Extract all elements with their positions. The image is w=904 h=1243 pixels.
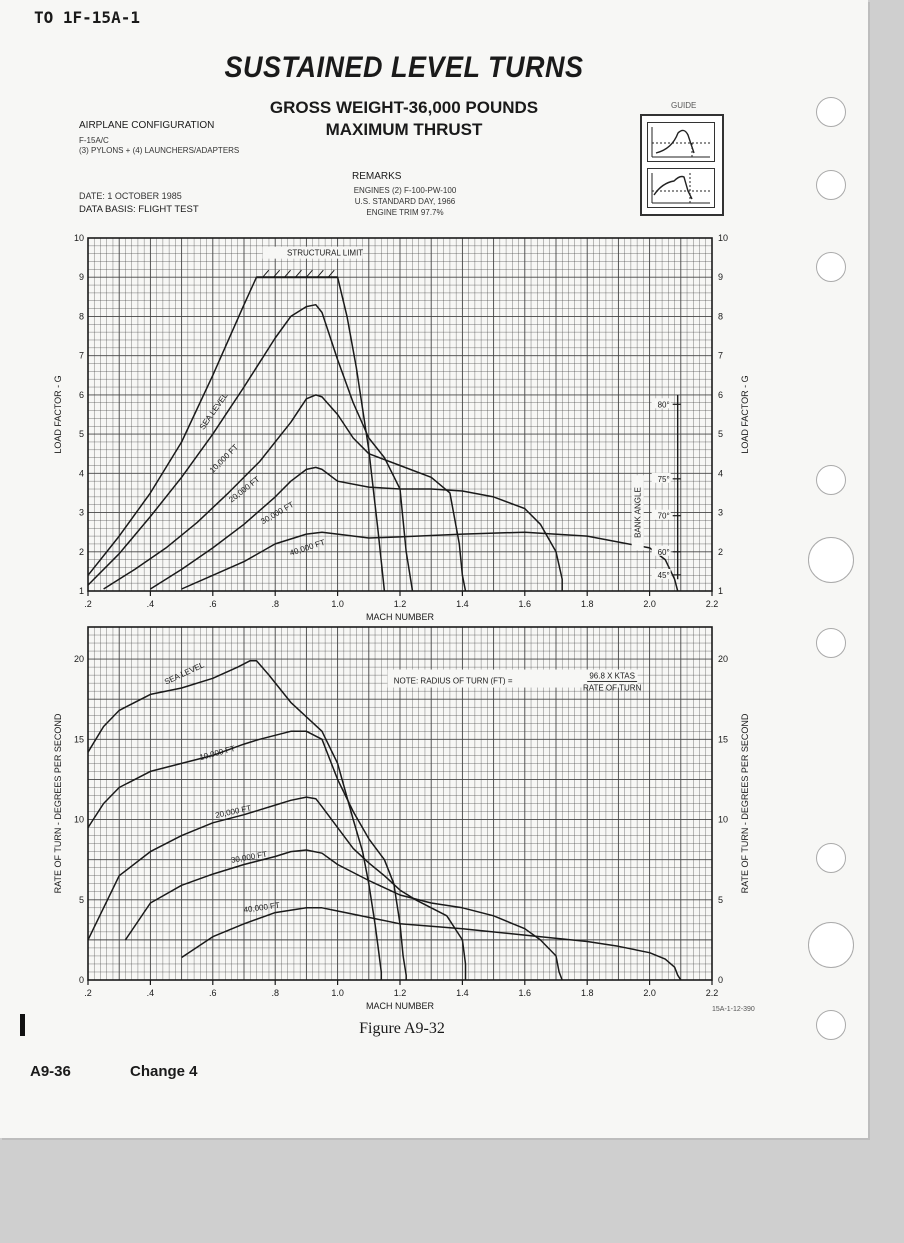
y-tick-label-right: 8 xyxy=(718,311,724,322)
x-tick-label: .6 xyxy=(209,988,217,998)
binder-hole xyxy=(816,843,846,873)
configuration-heading: AIRPLANE CONFIGURATION xyxy=(79,120,215,131)
x-tick-label: 1.0 xyxy=(331,599,344,609)
y-tick-label: 15 xyxy=(73,734,84,745)
series-line xyxy=(88,797,466,980)
series-label: 30,000 FT xyxy=(259,500,296,527)
y-tick-label: 2 xyxy=(78,546,84,557)
y-tick-label-right: 10 xyxy=(718,814,729,825)
remarks-line-3: ENGINE TRIM 97.7% xyxy=(366,208,444,217)
document-id: TO 1F-15A-1 xyxy=(34,8,140,27)
bank-angle-title: BANK ANGLE xyxy=(633,487,643,538)
binder-hole xyxy=(816,1010,846,1040)
y-axis-label: LOAD FACTOR - G xyxy=(53,375,63,454)
data-basis-text: DATA BASIS: FLIGHT TEST xyxy=(79,204,199,215)
x-tick-label: .8 xyxy=(271,988,279,998)
y-axis-label-right: LOAD FACTOR - G xyxy=(740,375,750,454)
y-tick-label: 20 xyxy=(73,654,84,665)
figure-number: 15A-1-12-390 xyxy=(712,1006,755,1013)
y-tick-label-right: 1 xyxy=(718,586,724,596)
x-tick-label: .6 xyxy=(209,599,217,609)
y-tick-label: 10 xyxy=(73,814,84,825)
binder-hole xyxy=(808,537,854,583)
y-tick-label: 4 xyxy=(78,468,84,479)
structural-limit-label: STRUCTURAL LIMIT xyxy=(287,248,364,258)
y-axis-label: RATE OF TURN - DEGREES PER SECOND xyxy=(53,713,63,894)
x-tick-label: 1.4 xyxy=(456,988,469,998)
y-tick-label: 1 xyxy=(78,586,84,596)
x-tick-label: .4 xyxy=(146,988,155,998)
page-number: A9-36 xyxy=(30,1063,71,1080)
y-tick-label-right: 6 xyxy=(718,389,724,400)
y-tick-label-right: 5 xyxy=(718,429,724,440)
series-label: 20,000 FT xyxy=(214,803,253,820)
y-tick-label-right: 15 xyxy=(718,734,729,745)
y-tick-label-right: 4 xyxy=(718,468,724,479)
subtitle-line-1: GROSS WEIGHT-36,000 POUNDS xyxy=(269,98,539,117)
series-label: 10,000 FT xyxy=(198,743,237,763)
y-tick-label-right: 9 xyxy=(718,272,724,283)
x-tick-label: .8 xyxy=(271,599,279,609)
remarks-line-2: U.S. STANDARD DAY, 1966 xyxy=(354,197,456,206)
note-text: NOTE: RADIUS OF TURN (FT) = xyxy=(393,676,513,686)
x-tick-label: 1.6 xyxy=(518,988,532,998)
bank-angle-value: 70° xyxy=(657,511,670,521)
note-denominator: RATE OF TURN xyxy=(582,683,642,693)
bank-angle-value: 60° xyxy=(657,547,670,557)
series-label: 40,000 FT xyxy=(243,900,281,915)
remarks-heading: REMARKS xyxy=(352,171,402,182)
y-axis-label-right: RATE OF TURN - DEGREES PER SECOND xyxy=(740,713,750,894)
guide-label: GUIDE xyxy=(671,101,697,110)
figure-caption: Figure A9-32 xyxy=(359,1020,445,1037)
x-tick-label: .2 xyxy=(84,988,92,998)
series-label: 20,000 FT xyxy=(227,474,262,505)
x-tick-label: 1.8 xyxy=(580,988,594,998)
remarks-line-1: ENGINES (2) F-100-PW-100 xyxy=(353,186,457,195)
x-axis-label: MACH NUMBER xyxy=(365,612,435,622)
bank-angle-value: 75° xyxy=(657,474,670,484)
chart-title: SUSTAINED LEVEL TURNS xyxy=(224,50,584,84)
y-tick-label-right: 20 xyxy=(718,654,729,665)
x-tick-label: 2.0 xyxy=(643,599,656,609)
series-label: 10,000 FT xyxy=(207,442,241,475)
y-tick-label: 3 xyxy=(78,507,84,518)
y-tick-label: 7 xyxy=(78,350,84,361)
x-tick-label: 1.8 xyxy=(580,599,594,609)
x-tick-label: 1.0 xyxy=(331,988,344,998)
series-label: SEA LEVEL xyxy=(197,391,230,432)
x-tick-label: 1.2 xyxy=(393,988,407,998)
subtitle-line-2: MAXIMUM THRUST xyxy=(325,120,483,139)
binder-hole xyxy=(816,170,846,200)
y-tick-label-right: 7 xyxy=(718,350,724,361)
y-tick-label-right: 2 xyxy=(718,546,724,557)
change-number: Change 4 xyxy=(130,1063,198,1080)
x-tick-label: 1.2 xyxy=(393,599,407,609)
y-tick-label-right: 0 xyxy=(718,975,724,985)
bank-angle-value: 45° xyxy=(657,570,670,580)
configuration-line-1: F-15A/C xyxy=(79,136,109,145)
binder-hole xyxy=(816,465,846,495)
y-tick-label: 6 xyxy=(78,389,84,400)
x-tick-label: 2.2 xyxy=(705,599,719,609)
binder-hole xyxy=(808,922,854,968)
y-tick-label-right: 10 xyxy=(718,233,729,243)
note-numerator: 96.8 X KTAS xyxy=(589,671,635,681)
x-tick-label: 2.0 xyxy=(643,988,656,998)
y-tick-label: 10 xyxy=(73,233,84,243)
y-tick-label-right: 5 xyxy=(718,894,724,905)
binder-hole xyxy=(816,628,846,658)
series-label: SEA LEVEL xyxy=(163,660,206,687)
y-tick-label: 5 xyxy=(78,894,84,905)
x-tick-label: 1.6 xyxy=(518,599,532,609)
binder-hole xyxy=(816,97,846,127)
x-tick-label: .2 xyxy=(84,599,92,609)
x-axis-label: MACH NUMBER xyxy=(365,1001,435,1011)
series-label: 40,000 FT xyxy=(288,537,327,558)
binder-hole xyxy=(816,252,846,282)
y-tick-label: 5 xyxy=(78,429,84,440)
x-tick-label: 2.2 xyxy=(705,988,719,998)
series-label: 30,000 FT xyxy=(230,849,268,865)
y-tick-label: 8 xyxy=(78,311,84,322)
x-tick-label: 1.4 xyxy=(456,599,469,609)
change-bar xyxy=(20,1014,25,1036)
y-tick-label: 0 xyxy=(78,975,84,985)
x-tick-label: .4 xyxy=(146,599,155,609)
date-text: DATE: 1 OCTOBER 1985 xyxy=(79,191,182,201)
y-tick-label-right: 3 xyxy=(718,507,724,518)
bank-angle-value: 80° xyxy=(657,400,670,410)
y-tick-label: 9 xyxy=(78,272,84,283)
configuration-line-2: (3) PYLONS + (4) LAUNCHERS/ADAPTERS xyxy=(79,146,240,155)
